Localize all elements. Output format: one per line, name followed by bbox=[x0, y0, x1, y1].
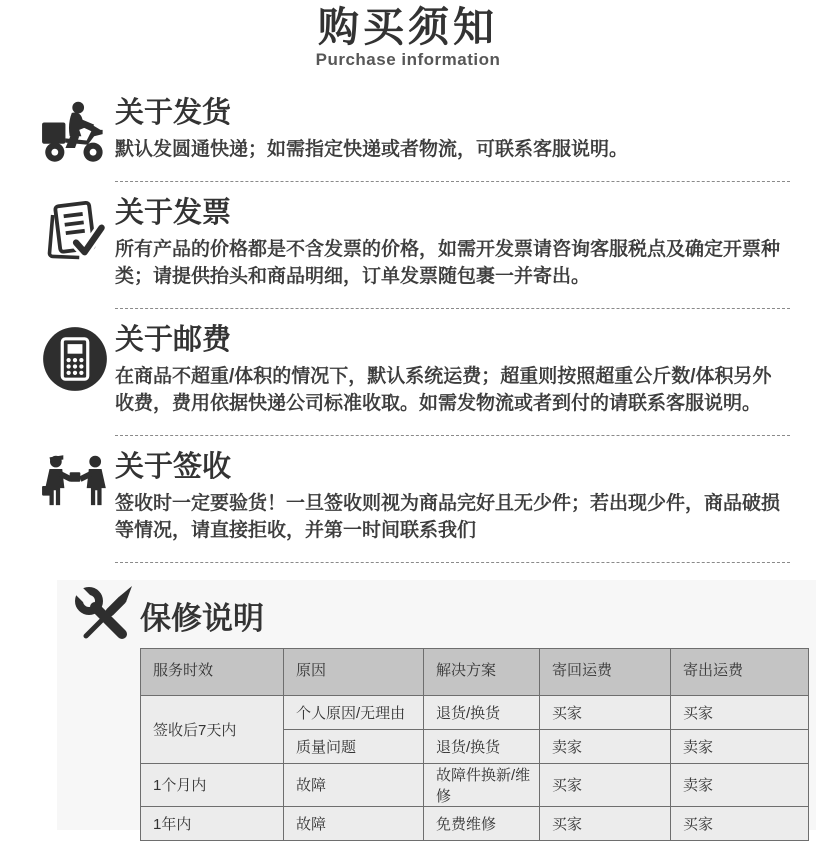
table-cell: 退货/换货 bbox=[424, 695, 540, 729]
section-title: 关于签收 bbox=[115, 450, 232, 483]
warranty-head bbox=[72, 584, 808, 648]
section-title: 关于发票 bbox=[115, 197, 232, 230]
page-subtitle: Purchase information bbox=[315, 50, 501, 70]
table-cell: 买家 bbox=[540, 763, 671, 806]
tools-icon bbox=[72, 584, 136, 648]
section-receipt-icon-col bbox=[34, 436, 115, 563]
handshake-people-icon bbox=[41, 452, 109, 520]
table-cell: 1个月内 bbox=[141, 763, 284, 806]
section-body: 在商品不超重/体积的情况下，默认系统运费；超重则按照超重公斤数/体积另外收费，费用依据快递公司标准收取。如需发物流或者到付的请联系客服说明。 bbox=[115, 365, 772, 414]
section-warranty bbox=[57, 580, 816, 833]
warranty-table bbox=[140, 648, 809, 841]
table-cell: 故障件换新/维修 bbox=[424, 763, 540, 806]
table-cell: 退货/换货 bbox=[424, 729, 540, 763]
section-shipping-icon-col bbox=[34, 82, 115, 182]
table-header-cell: 原因 bbox=[284, 648, 424, 695]
table-cell: 卖家 bbox=[671, 729, 809, 763]
table-cell: 个人原因/无理由 bbox=[284, 695, 424, 729]
table-header-row bbox=[141, 648, 809, 695]
section-title: 关于邮费 bbox=[115, 323, 232, 356]
table-row bbox=[141, 695, 809, 729]
invoice-check-icon bbox=[41, 198, 109, 266]
warranty-title: 保修说明 bbox=[140, 601, 264, 637]
table-header-cell: 寄出运费 bbox=[671, 648, 809, 695]
table-cell: 买家 bbox=[671, 695, 809, 729]
section-body: 签收时一定要验货！一旦签收则视为商品完好且无少件；若出现少件，商品破损等情况，请直接拒收，并第一时间联系我们 bbox=[115, 492, 781, 541]
table-cell: 买家 bbox=[540, 695, 671, 729]
table-row bbox=[141, 763, 809, 806]
table-row bbox=[141, 806, 809, 840]
table-header-cell: 寄回运费 bbox=[540, 648, 671, 695]
table-header-cell: 解决方案 bbox=[424, 648, 540, 695]
section-invoice-icon-col bbox=[34, 182, 115, 309]
table-cell: 签收后7天内 bbox=[141, 695, 284, 763]
table-cell: 故障 bbox=[284, 763, 424, 806]
section-postage-icon-col bbox=[34, 309, 115, 436]
section-receipt bbox=[0, 436, 816, 563]
section-shipping-content bbox=[115, 82, 816, 182]
table-cell: 1年内 bbox=[141, 806, 284, 840]
section-invoice-content bbox=[115, 182, 816, 309]
calculator-icon bbox=[41, 325, 109, 393]
table-cell: 质量问题 bbox=[284, 729, 424, 763]
table-header-cell: 服务时效 bbox=[141, 648, 284, 695]
section-shipping bbox=[0, 82, 816, 182]
section-receipt-content bbox=[115, 436, 816, 563]
page-title: 购买须知 bbox=[318, 4, 498, 50]
delivery-scooter-icon bbox=[41, 98, 109, 166]
section-invoice bbox=[0, 182, 816, 309]
table-cell: 买家 bbox=[671, 806, 809, 840]
section-title: 关于发货 bbox=[115, 97, 232, 130]
section-postage-content bbox=[115, 309, 816, 436]
section-body: 默认发圆通快递；如需指定快递或者物流，可联系客服说明。 bbox=[115, 139, 629, 161]
page-header bbox=[0, 0, 816, 70]
dotted-divider bbox=[115, 562, 790, 563]
table-cell: 故障 bbox=[284, 806, 424, 840]
table-cell: 买家 bbox=[540, 806, 671, 840]
table-cell: 免费维修 bbox=[424, 806, 540, 840]
section-postage bbox=[0, 309, 816, 436]
section-body: 所有产品的价格都是不含发票的价格，如需开发票请咨询客服税点及确定开票种类；请提供抬头和商品明细，订单发票随包裹一并寄出。 bbox=[115, 239, 781, 287]
table-cell: 卖家 bbox=[540, 729, 671, 763]
table-cell: 卖家 bbox=[671, 763, 809, 806]
